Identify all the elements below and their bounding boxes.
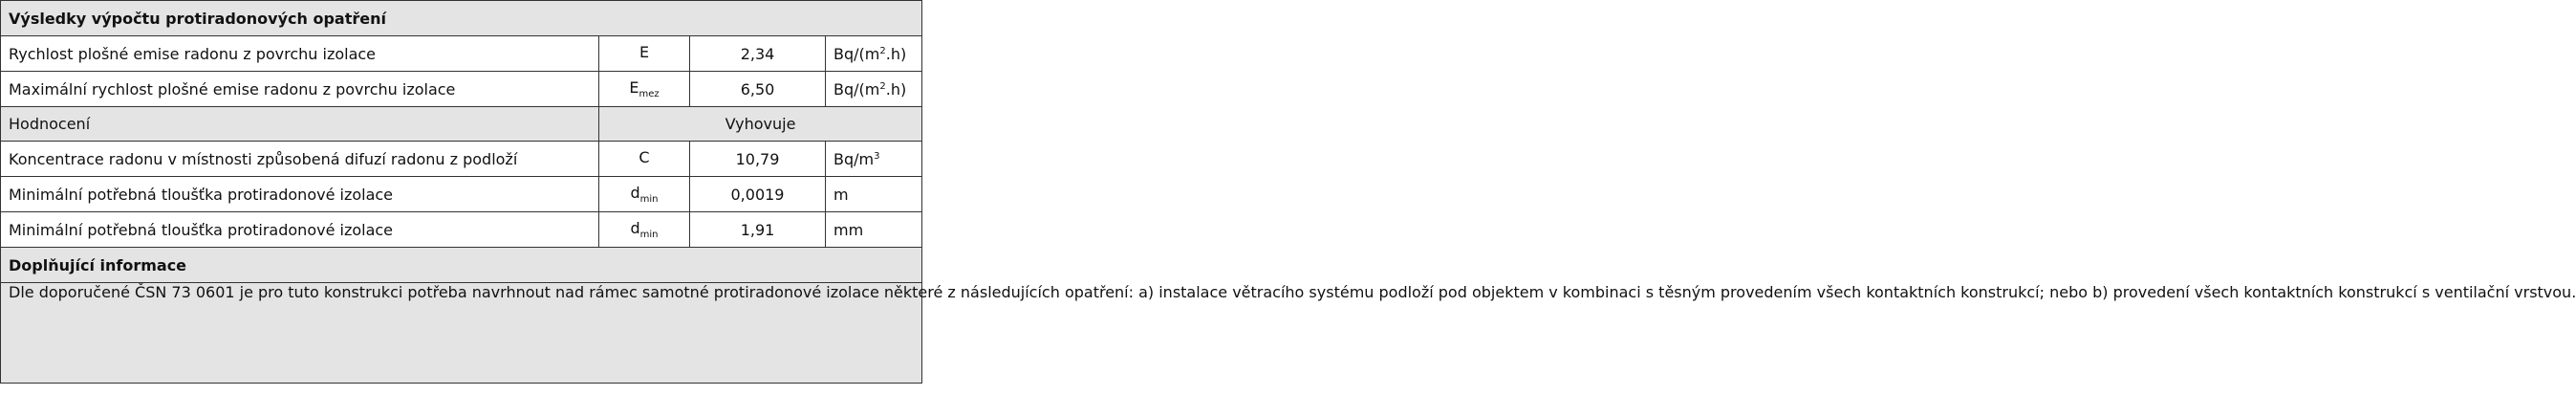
row-symbol: C: [599, 142, 690, 177]
table-title: Výsledky výpočtu protiradonových opatření: [1, 1, 922, 36]
row-label: Maximální rychlost plošné emise radonu z povrchu izolace: [1, 72, 599, 107]
table-row: [1, 177, 922, 212]
table-row: [1, 72, 922, 107]
row-value: 2,34: [690, 36, 826, 72]
row-symbol: $E_{mez}$: [599, 72, 690, 107]
row-symbol: $d_{min}$: [599, 177, 690, 212]
evaluation-row: [1, 107, 922, 142]
row-value: 0,0019: [690, 177, 826, 212]
info-heading: Doplňující informace: [1, 248, 922, 283]
row-unit: mm: [826, 212, 922, 248]
title-row: [1, 1, 922, 36]
evaluation-verdict: Vyhovuje: [599, 107, 922, 142]
evaluation-label: Hodnocení: [1, 107, 599, 142]
table-row: [1, 212, 922, 248]
info-heading-row: [1, 248, 922, 283]
row-unit: $Bq/(m^2.h)$: [826, 36, 922, 72]
row-symbol: $d_{min}$: [599, 212, 690, 248]
row-label: Rychlost plošné emise radonu z povrchu izolace: [1, 36, 599, 72]
row-label: Minimální potřebná tloušťka protiradonové izolace: [1, 177, 599, 212]
row-label: Koncentrace radonu v místnosti způsobená difuzí radonu z podloží: [1, 142, 599, 177]
row-value: 10,79: [690, 142, 826, 177]
row-value: 1,91: [690, 212, 826, 248]
row-label: Minimální potřebná tloušťka protiradonové izolace: [1, 212, 599, 248]
row-unit: m: [826, 177, 922, 212]
table-row: [1, 142, 922, 177]
row-unit: $Bq/m^3$: [826, 142, 922, 177]
info-text-row: [1, 283, 922, 384]
info-text: Dle doporučené ČSN 73 0601 je pro tuto konstrukci potřeba navrhnout nad rámec samotné protiradonové izolace některé z následujících opatření: a) instalace větracího systému podloží pod objektem v kombinaci s těsným provedením všech kontaktních konstrukcí; nebo b) provedení všech kontaktních konstrukcí s ventilační vrstvou.: [1, 283, 922, 384]
row-unit: $Bq/(m^2.h)$: [826, 72, 922, 107]
table-row: [1, 36, 922, 72]
row-value: 6,50: [690, 72, 826, 107]
row-symbol: E: [599, 36, 690, 72]
